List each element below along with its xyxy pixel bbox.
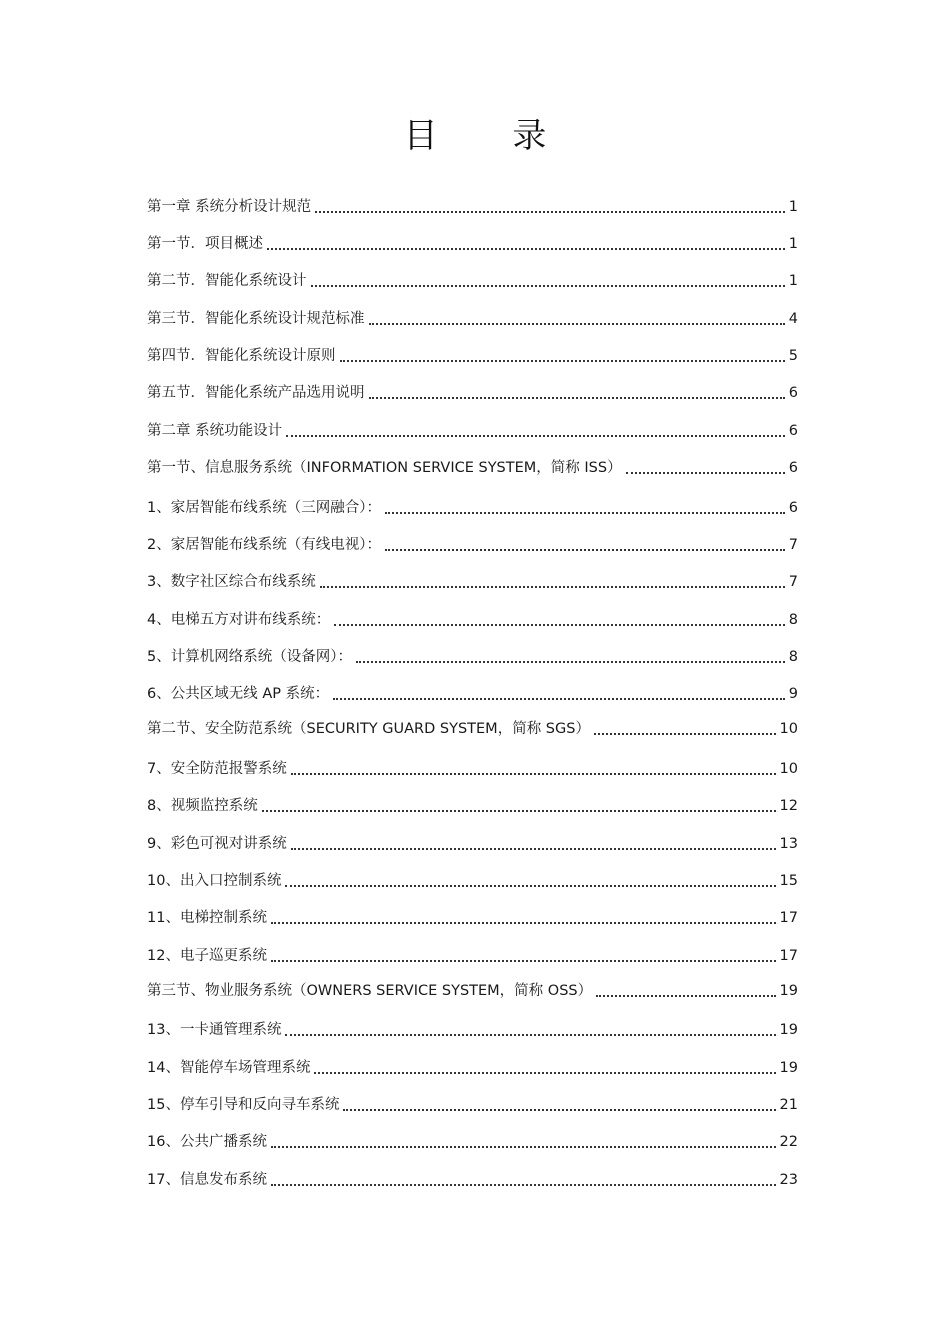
toc-dot-leader bbox=[285, 1034, 775, 1036]
toc-entry-label: 1、家居智能布线系统（三网融合）： bbox=[147, 500, 381, 516]
toc-dot-leader bbox=[320, 586, 785, 588]
toc-entry-page-number: 23 bbox=[779, 1172, 798, 1188]
toc-entry[interactable] bbox=[147, 794, 798, 818]
toc-dot-leader bbox=[315, 211, 785, 213]
toc-entry-label: 9、彩色可视对讲系统 bbox=[147, 836, 287, 852]
toc-entry[interactable] bbox=[147, 419, 798, 443]
toc-dot-leader bbox=[286, 435, 785, 437]
toc-entry-page-number: 19 bbox=[779, 1060, 798, 1076]
toc-dot-leader bbox=[271, 922, 776, 924]
toc-entry[interactable] bbox=[147, 717, 798, 741]
toc-dot-leader bbox=[385, 512, 785, 514]
toc-entry-page-number: 1 bbox=[788, 273, 798, 289]
toc-entry-label: 第一章 系统分析设计规范 bbox=[147, 199, 312, 215]
toc-entry[interactable] bbox=[147, 269, 798, 293]
toc-entry[interactable] bbox=[147, 307, 798, 331]
toc-entry[interactable] bbox=[147, 944, 798, 968]
toc-entry-page-number: 22 bbox=[779, 1134, 798, 1150]
toc-dot-leader bbox=[340, 360, 785, 362]
toc-entry-page-number: 21 bbox=[779, 1097, 798, 1113]
toc-entry-page-number: 15 bbox=[779, 873, 798, 889]
toc-entry-label: 5、计算机网络系统（设备网）： bbox=[147, 649, 352, 665]
toc-dot-leader bbox=[271, 1184, 776, 1186]
toc-entry-page-number: 6 bbox=[788, 423, 798, 439]
toc-dot-leader bbox=[262, 810, 776, 812]
toc-entry[interactable] bbox=[147, 1093, 798, 1117]
toc-dot-leader bbox=[311, 285, 785, 287]
toc-entry-label: 第一节、信息服务系统（INFORMATION SERVICE SYSTEM，简称 ISS） bbox=[147, 460, 622, 476]
toc-entry-page-number: 10 bbox=[779, 721, 798, 737]
toc-dot-leader bbox=[626, 472, 785, 474]
toc-entry[interactable] bbox=[147, 570, 798, 594]
toc-entry[interactable] bbox=[147, 906, 798, 930]
toc-entry-label: 17、信息发布系统 bbox=[147, 1172, 267, 1188]
toc-entry-page-number: 4 bbox=[788, 311, 798, 327]
toc-entry[interactable] bbox=[147, 344, 798, 368]
toc-dot-leader bbox=[271, 1146, 776, 1148]
toc-entry-label: 第三节．智能化系统设计规范标准 bbox=[147, 311, 365, 327]
toc-dot-leader bbox=[594, 733, 776, 735]
toc-dot-leader bbox=[333, 698, 785, 700]
toc-dot-leader bbox=[356, 661, 785, 663]
toc-dot-leader bbox=[291, 848, 776, 850]
toc-dot-leader bbox=[343, 1109, 775, 1111]
toc-entry[interactable] bbox=[147, 979, 798, 1003]
toc-entry-label: 7、安全防范报警系统 bbox=[147, 761, 287, 777]
toc-entry[interactable] bbox=[147, 496, 798, 520]
toc-dot-leader bbox=[271, 960, 776, 962]
toc-dot-leader bbox=[369, 323, 785, 325]
toc-entry-label: 11、电梯控制系统 bbox=[147, 910, 267, 926]
toc-entry[interactable] bbox=[147, 456, 798, 480]
toc-entry-label: 第三节、物业服务系统（OWNERS SERVICE SYSTEM，简称 OSS） bbox=[147, 983, 593, 999]
toc-entry[interactable] bbox=[147, 1018, 798, 1042]
toc-entry-page-number: 5 bbox=[788, 348, 798, 364]
toc-entry-label: 6、公共区域无线 AP 系统： bbox=[147, 686, 330, 702]
toc-entry-label: 12、电子巡更系统 bbox=[147, 948, 267, 964]
toc-entry-label: 4、电梯五方对讲布线系统： bbox=[147, 612, 331, 628]
toc-entry-label: 2、家居智能布线系统（有线电视）： bbox=[147, 537, 381, 553]
toc-entry-page-number: 19 bbox=[779, 983, 798, 999]
toc-entry-page-number: 19 bbox=[779, 1022, 798, 1038]
toc-entry-page-number: 6 bbox=[788, 385, 798, 401]
toc-entry-label: 10、出入口控制系统 bbox=[147, 873, 282, 889]
toc-entry-label: 16、公共广播系统 bbox=[147, 1134, 267, 1150]
toc-entry-page-number: 8 bbox=[788, 649, 798, 665]
toc-dot-leader bbox=[385, 549, 785, 551]
toc-entry[interactable] bbox=[147, 757, 798, 781]
toc-entry-label: 15、停车引导和反向寻车系统 bbox=[147, 1097, 340, 1113]
toc-dot-leader bbox=[314, 1072, 775, 1074]
toc-entry-label: 第一节．项目概述 bbox=[147, 236, 263, 252]
toc-entry-page-number: 6 bbox=[788, 460, 798, 476]
toc-entry-page-number: 8 bbox=[788, 612, 798, 628]
toc-dot-leader bbox=[334, 624, 785, 626]
toc-entry-page-number: 7 bbox=[788, 574, 798, 590]
toc-entry[interactable] bbox=[147, 832, 798, 856]
toc-entry-label: 8、视频监控系统 bbox=[147, 798, 258, 814]
toc-entry-page-number: 7 bbox=[788, 537, 798, 553]
toc-entry[interactable] bbox=[147, 533, 798, 557]
toc-entry[interactable] bbox=[147, 608, 798, 632]
toc-entry-label: 第二节．智能化系统设计 bbox=[147, 273, 307, 289]
toc-entry-page-number: 13 bbox=[779, 836, 798, 852]
toc-entry-label: 第五节．智能化系统产品选用说明 bbox=[147, 385, 365, 401]
toc-entry-page-number: 1 bbox=[788, 236, 798, 252]
toc-entry-label: 13、一卡通管理系统 bbox=[147, 1022, 282, 1038]
toc-entry-page-number: 12 bbox=[779, 798, 798, 814]
toc-entry-label: 第二节、安全防范系统（SECURITY GUARD SYSTEM，简称 SGS） bbox=[147, 721, 590, 737]
toc-entry[interactable] bbox=[147, 645, 798, 669]
toc-entry-label: 3、数字社区综合布线系统 bbox=[147, 574, 316, 590]
toc-entry-label: 第四节．智能化系统设计原则 bbox=[147, 348, 336, 364]
toc-entry[interactable] bbox=[147, 381, 798, 405]
toc-entry-label: 第二章 系统功能设计 bbox=[147, 423, 283, 439]
toc-entry[interactable] bbox=[147, 1056, 798, 1080]
toc-entry-page-number: 6 bbox=[788, 500, 798, 516]
toc-dot-leader bbox=[267, 248, 785, 250]
toc-entry[interactable] bbox=[147, 682, 798, 706]
toc-entry[interactable] bbox=[147, 1130, 798, 1154]
toc-entry[interactable] bbox=[147, 232, 798, 256]
toc-dot-leader bbox=[369, 397, 785, 399]
toc-title: 目 录 bbox=[403, 116, 579, 156]
toc-dot-leader bbox=[291, 773, 776, 775]
toc-dot-leader bbox=[596, 995, 775, 997]
toc-dot-leader bbox=[285, 885, 775, 887]
toc-entry-label: 14、智能停车场管理系统 bbox=[147, 1060, 311, 1076]
toc-entry-page-number: 17 bbox=[779, 948, 798, 964]
toc-entry-page-number: 17 bbox=[779, 910, 798, 926]
toc-entry[interactable] bbox=[147, 869, 798, 893]
toc-entry[interactable] bbox=[147, 195, 798, 219]
toc-entry-page-number: 9 bbox=[788, 686, 798, 702]
toc-entry[interactable] bbox=[147, 1168, 798, 1192]
toc-entry-page-number: 10 bbox=[779, 761, 798, 777]
toc-entry-page-number: 1 bbox=[788, 199, 798, 215]
